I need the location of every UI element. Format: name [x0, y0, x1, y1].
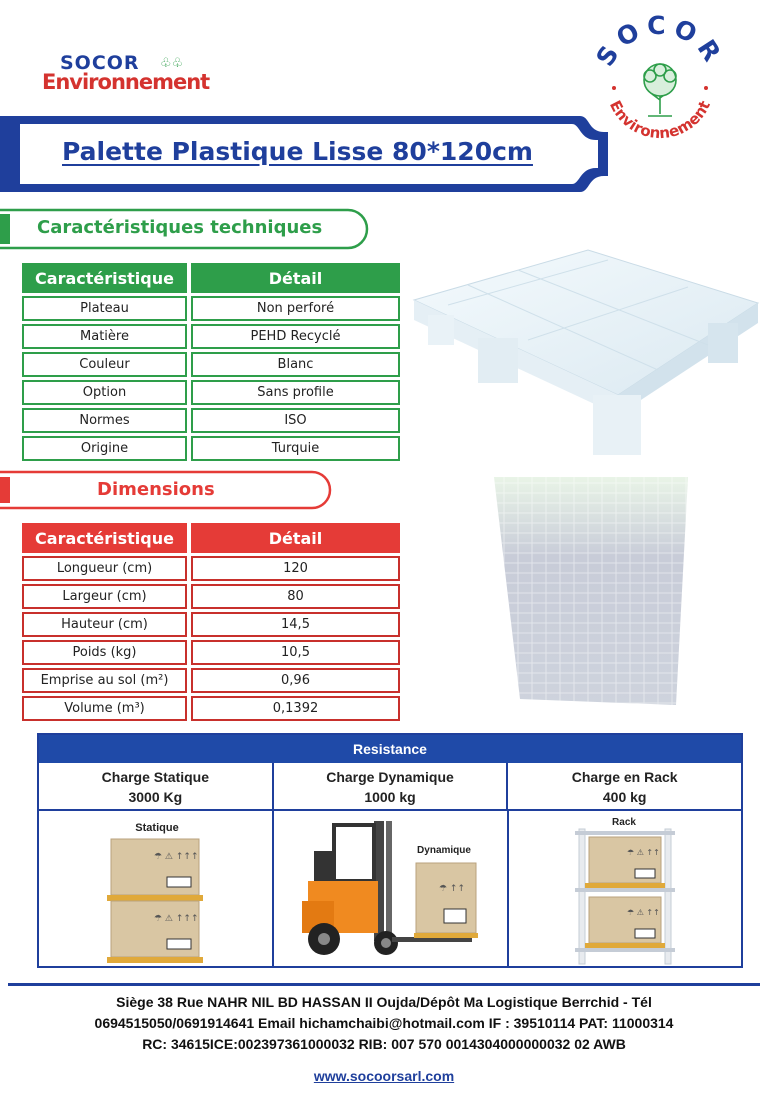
- resistance-illustration-dynamic: [272, 811, 507, 966]
- resistance-illustration-static: [39, 811, 272, 966]
- footer-line: Siège 38 Rue NAHR NIL BD HASSAN II Oujda/Dépôt Ma Logistique Berrchid - Tél: [116, 994, 652, 1010]
- resistance-label: Charge Dynamique: [326, 769, 454, 785]
- table-cell: Non perforé: [191, 296, 400, 321]
- table-cell: PEHD Recyclé: [191, 324, 400, 349]
- website-link[interactable]: www.socoorsarl.com: [313, 1068, 455, 1084]
- company-logo: [42, 52, 217, 94]
- table-row: [22, 640, 400, 665]
- table-cell: Longueur (cm): [22, 556, 187, 581]
- section-title-dims: Dimensions: [97, 479, 215, 500]
- table-cell: 120: [191, 556, 400, 581]
- round-logo-bottom-text: Environnement: [605, 97, 714, 143]
- table-row: [22, 324, 400, 349]
- dims-table: [18, 520, 404, 724]
- table-cell: Emprise au sol (m²): [22, 668, 187, 693]
- table-cell: Origine: [22, 436, 187, 461]
- table-row: [22, 408, 400, 433]
- resistance-illustrations-row: [39, 811, 741, 966]
- illustration-label-static: Statique: [135, 822, 179, 834]
- resistance-cell-rack: [506, 763, 741, 809]
- table-cell: Largeur (cm): [22, 584, 187, 609]
- table-cell: 10,5: [191, 640, 400, 665]
- pallet-photo-perspective: [408, 245, 768, 460]
- pallet-photo-top: [490, 473, 695, 713]
- table-row: [22, 696, 400, 721]
- resistance-label: Charge Statique: [101, 769, 210, 785]
- table-cell: Poids (kg): [22, 640, 187, 665]
- table-cell: Couleur: [22, 352, 187, 377]
- table-row: [22, 380, 400, 405]
- rack-illustration: [509, 811, 742, 966]
- stacked-boxes-illustration: [39, 811, 272, 966]
- table-cell: Option: [22, 380, 187, 405]
- table-row: [22, 352, 400, 377]
- svg-text:☂ ⚠ ↑↑: ☂ ⚠ ↑↑: [627, 848, 660, 857]
- resistance-values-row: [39, 763, 741, 811]
- svg-text:☂ ↑↑: ☂ ↑↑: [439, 884, 466, 894]
- resistance-value: 400 kg: [602, 789, 647, 805]
- table-cell: Sans profile: [191, 380, 400, 405]
- section-title-tech: Caractéristiques techniques: [37, 217, 323, 238]
- table-cell: Normes: [22, 408, 187, 433]
- table-row: [22, 668, 400, 693]
- table-cell: Turquie: [191, 436, 400, 461]
- table-row: [22, 556, 400, 581]
- svg-text:☂ ⚠ ↑↑↑: ☂ ⚠ ↑↑↑: [154, 914, 199, 924]
- table-cell: Hauteur (cm): [22, 612, 187, 637]
- logo-text-socor: SOCOR: [60, 52, 140, 74]
- table-cell: 14,5: [191, 612, 400, 637]
- table-header: Caractéristique: [22, 523, 187, 553]
- footer-line: 0694515050/0691914641 Email hichamchaibi@hotmail.com IF : 39510114 PAT: 11000314: [94, 1015, 674, 1031]
- svg-text:☂ ⚠ ↑↑↑: ☂ ⚠ ↑↑↑: [154, 852, 199, 862]
- tree-icon: ♧♧: [160, 55, 184, 70]
- table-cell: Plateau: [22, 296, 187, 321]
- illustration-label-rack: Rack: [612, 817, 636, 828]
- resistance-cell-static: [39, 763, 272, 809]
- table-cell: Blanc: [191, 352, 400, 377]
- footer-line: RC: 34615ICE:002397361000032 RIB: 007 570 0014304000000032 02 AWB: [142, 1036, 626, 1052]
- table-row: [22, 612, 400, 637]
- table-header: Détail: [191, 263, 400, 293]
- resistance-table: [37, 733, 743, 968]
- round-logo-top-text: SOCOR: [590, 14, 730, 72]
- footer-divider: [8, 983, 760, 986]
- illustration-label-dynamic: Dynamique: [417, 845, 471, 856]
- table-cell: 0,96: [191, 668, 400, 693]
- table-cell: 0,1392: [191, 696, 400, 721]
- table-header: Caractéristique: [22, 263, 187, 293]
- resistance-cell-dynamic: [272, 763, 507, 809]
- resistance-illustration-rack: [507, 811, 742, 966]
- resistance-label: Charge en Rack: [571, 769, 678, 785]
- table-cell: 80: [191, 584, 400, 609]
- tree-icon: [644, 64, 676, 116]
- resistance-title: Resistance: [39, 735, 741, 763]
- table-row: [22, 296, 400, 321]
- table-row: [22, 436, 400, 461]
- table-cell: ISO: [191, 408, 400, 433]
- table-cell: Matière: [22, 324, 187, 349]
- table-row: [22, 584, 400, 609]
- resistance-value: 1000 kg: [364, 789, 416, 805]
- table-cell: Volume (m³): [22, 696, 187, 721]
- tech-table: [18, 260, 404, 464]
- logo-text-environnement: Environnement: [42, 70, 210, 94]
- table-header: Détail: [191, 523, 400, 553]
- forklift-illustration: [274, 811, 507, 966]
- svg-text:☂ ⚠ ↑↑: ☂ ⚠ ↑↑: [627, 908, 660, 917]
- resistance-value: 3000 Kg: [128, 789, 183, 805]
- svg-text:SOCOR: [590, 14, 729, 71]
- footer-address: [20, 992, 748, 1055]
- page-title: Palette Plastique Lisse 80*120cm: [62, 137, 533, 166]
